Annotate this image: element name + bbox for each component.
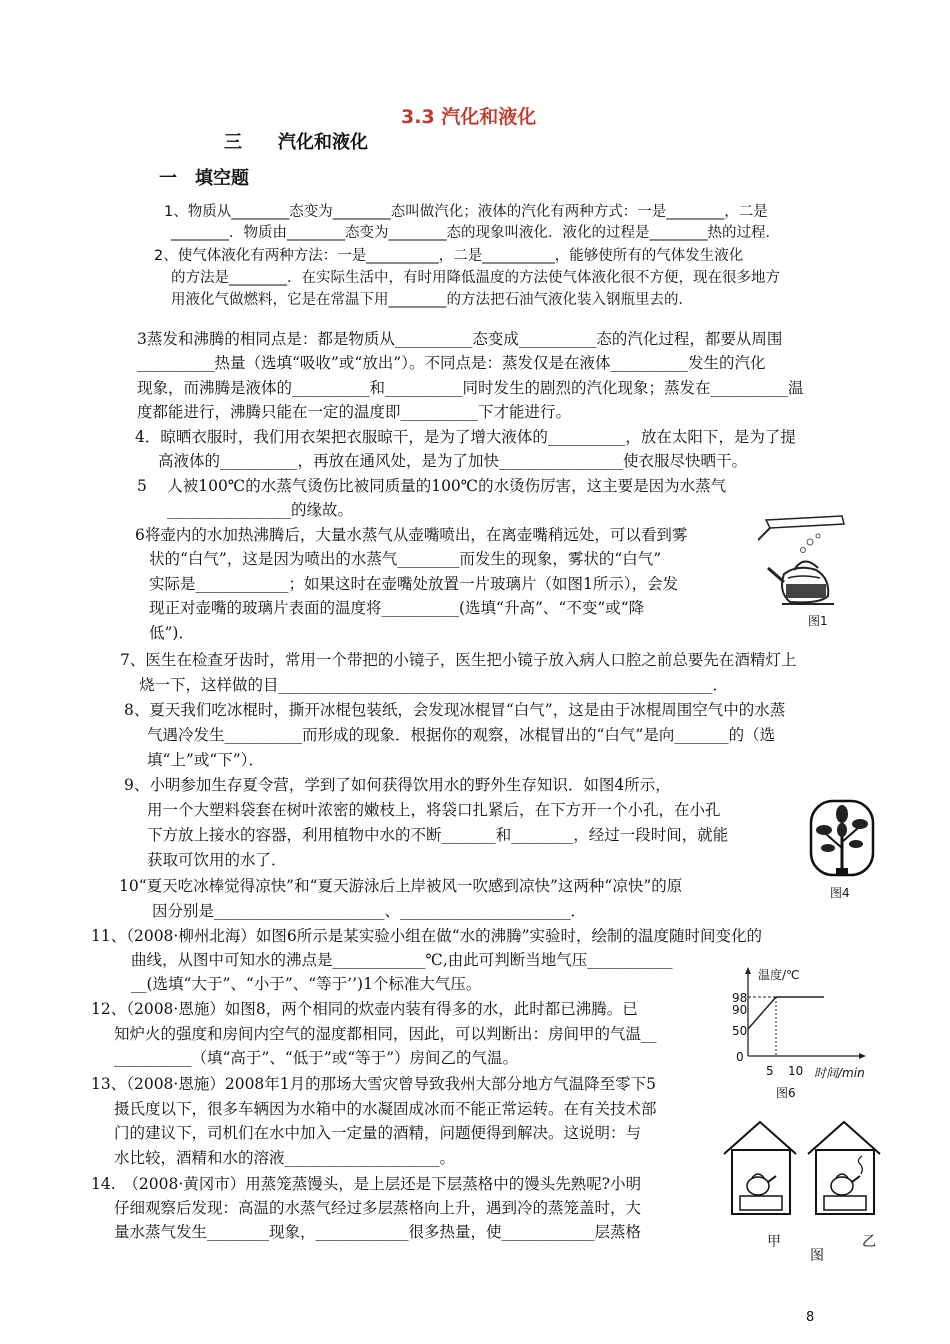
q3-line1: 3蒸发和沸腾的相同点是：都是物质从__________态变成__________态的汽化过程，都要从周围	[137, 330, 783, 348]
room-label-jia: 甲	[767, 1234, 781, 1250]
q3-line4: 度都能进行，沸腾只能在一定的温度即__________下才能进行。	[137, 403, 572, 421]
q7-line1: 7、医生在检查牙齿时，常用一个带把的小镜子，医生把小镜子放入病人口腔之前总要先在酒精灯上	[120, 651, 797, 669]
q10-line1: 10“夏天吃冰棒觉得凉快”和“夏天游泳后上岸被风一吹感到凉快”这两种“凉快”的原	[119, 877, 683, 895]
graph-y50: 50	[732, 1024, 748, 1038]
q12-line3: __________（填“高于”、“低于”或“等于”）房间乙的气温。	[114, 1049, 519, 1067]
q2-line1: 2、使气体液化有两种方法：一是__________，二是__________，能够使所有的气体发生液化	[154, 248, 744, 264]
room-label-yi: 乙	[862, 1234, 876, 1250]
q12-line2: 知炉火的强度和房间内空气的湿度都相同，因此，可以判断出：房间甲的气温__	[114, 1025, 657, 1043]
q8-line1: 8、夏天我们吃冰棍时，撕开冰棍包装纸，会发现冰棍冒“白气”，这是由于冰棍周围空气中的水蒸	[124, 701, 786, 719]
q9-line2: 用一个大塑料袋套在树叶浓密的嫩枝上，将袋口扎紧后，在下方开一个小孔，在小孔	[147, 801, 721, 819]
q6-line2: 状的“白气”，这是因为喷出的水蒸气________而发生的现象，雾状的“白气”	[149, 550, 662, 568]
section-heading: 三 汽化和液化	[224, 132, 368, 153]
kettle-figure	[758, 512, 850, 608]
q11-line3: __(选填“大于”、“小于”、“等于’’)1个标准大气压。	[131, 975, 482, 993]
q13-line3: 门的建议下，司机们在水中加入一定量的酒精，问题便得到解决。这说明：与	[114, 1124, 642, 1142]
figure-caption-8: 图	[810, 1248, 824, 1264]
q2-line2: 的方法是________．在实际生活中，有时用降低温度的方法使气体液化很不方便，现在很多地方	[171, 270, 780, 286]
part-heading: 一 填空题	[159, 168, 249, 189]
page-title: 3.3 汽化和液化	[401, 106, 537, 128]
q10-line2: 因分别是______________________、______________________．	[152, 902, 587, 920]
q7-line2: 烧一下，这样做的目________________________________________________________．	[139, 676, 729, 694]
q12-line1: 12、（2008·恩施）如图8，两个相同的炊壶内装有得多的水，此时都已沸腾。已	[91, 1000, 638, 1018]
q4-line1: 4．晾晒衣服时，我们用衣架把衣服晾干，是为了增大液体的__________，放在太阳下，是为了提	[135, 428, 796, 446]
figure-caption-1: 图1	[808, 614, 828, 628]
graph-y90: 90	[732, 1003, 748, 1017]
q3-line3: 现象，而沸腾是液体的__________和__________同时发生的剧烈的汽化现象；蒸发在__________温	[137, 379, 804, 397]
q9-line4: 获取可饮用的水了．	[147, 851, 287, 869]
graph-y0: 0	[736, 1050, 744, 1064]
figure-caption-4: 图4	[830, 886, 850, 900]
q8-line3: 填“上”或“下”）．	[147, 751, 264, 769]
q3-line2: __________热量（选填“吸收”或“放出”）。不同点是：蒸发仅是在液体__________发生的汽化	[137, 354, 766, 372]
q2-line3: 用液化气做燃料，它是在常温下用________的方法把石油气液化装入钢瓶里去的．	[171, 292, 693, 308]
graph-ylabel: 温度/℃	[758, 968, 800, 982]
q13-line4: 水比较，酒精和水的溶液____________________。	[114, 1149, 456, 1167]
q9-line1: 9、小明参加生存夏令营，学到了如何获得饮用水的野外生存知识．如图4所示，	[124, 776, 671, 794]
q1-line1: 1、物质从________态变为________态叫做汽化；液体的汽化有两种方式：一是________，二是	[164, 204, 768, 220]
q4-line2: 高液体的__________，再放在通风处，是为了加快________________使衣服尽快晒干。	[158, 452, 748, 470]
two-rooms-figure	[722, 1118, 884, 1218]
q11-line2: 曲线，从图中可知水的沸点是____________℃,由此可判断当地气压___________	[131, 951, 673, 969]
q14-line1: 14. （2008·黄冈市）用蒸笼蒸馒头，是上层还是下层蒸格中的馒头先熟呢?小明	[91, 1175, 642, 1193]
figure-caption-6: 图6	[776, 1086, 796, 1100]
q6-line3: 实际是____________；如果这时在壶嘴处放置一片玻璃片（如图1所示），会发	[149, 575, 679, 593]
graph-xlabel: 时间/min	[814, 1066, 865, 1080]
q14-line3: 量水蒸气发生________现象，____________很多热量，使____________层蒸格	[114, 1223, 642, 1241]
graph-x5: 5	[766, 1064, 774, 1078]
q14-line2: 仔细观察后发现：高温的水蒸气经过多层蒸格向上升，遇到冷的蒸笼盖时，大	[114, 1199, 642, 1217]
q6-line4: 现正对壶嘴的玻璃片表面的温度将__________(选填“升高”、“不变”或“降	[149, 599, 645, 617]
q9-line3: 下方放上接水的容器，利用植物中水的不断_______和________，经过一段时间，就能	[147, 826, 729, 844]
q11-line1: 11、（2008·柳州北海）如图6所示是某实验小组在做“水的沸腾”实验时，绘制的温度随时间变化的	[91, 927, 763, 945]
q5-line1: 5 人被100℃的水蒸气烫伤比被同质量的100℃的水烫伤厉害，这主要是因为水蒸气	[137, 477, 727, 495]
page-number: 8	[806, 1310, 815, 1325]
graph-y98: 98	[732, 991, 748, 1005]
q1-line2: ________．物质由________态变为________态的现象叫液化．液化的过程是________热的过程．	[171, 225, 780, 241]
q6-line1: 6将壶内的水加热沸腾后，大量水蒸气从壶嘴喷出，在离壶嘴稍远处，可以看到雾	[135, 526, 688, 544]
q8-line2: 气遇冷发生__________而形成的现象．根据你的观察，冰棍冒出的“白气”是向_______的（选	[147, 726, 776, 744]
q6-line5: 低”)．	[149, 624, 194, 642]
q5-line2: ________________的缘故。	[167, 501, 354, 519]
graph-x10: 10	[788, 1064, 804, 1078]
tree-bag-figure	[808, 798, 876, 878]
q13-line2: 摄氏度以下，很多车辆因为水箱中的水凝固成冰而不能正常运转。在有关技术部	[114, 1100, 657, 1118]
q13-line1: 13、（2008·恩施）2008年1月的那场大雪灾曾导致我州大部分地方气温降至零下5	[91, 1075, 657, 1093]
